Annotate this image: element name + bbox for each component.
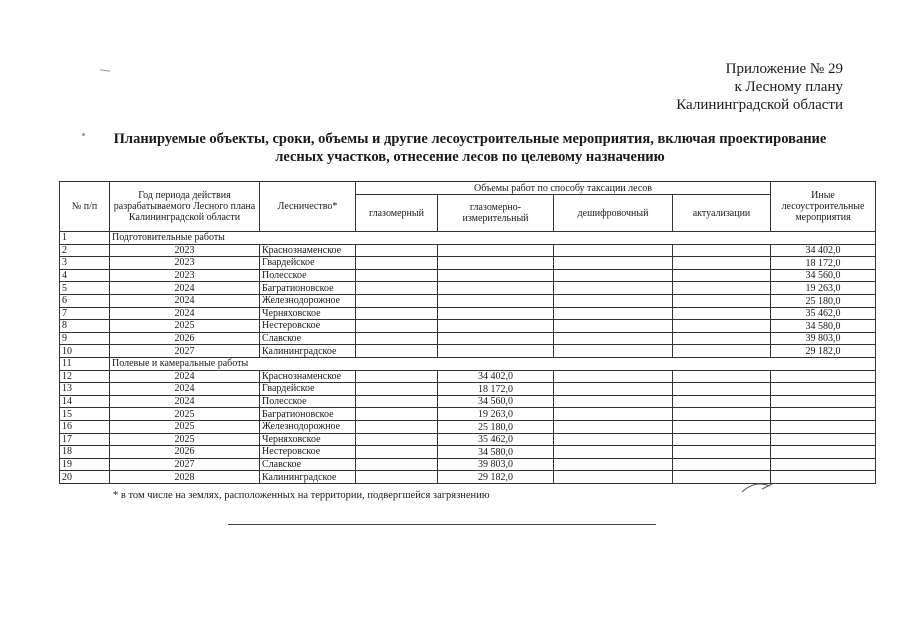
document-title xyxy=(50,130,890,166)
row-number: 11 xyxy=(60,357,110,370)
bottom-rule xyxy=(228,524,656,525)
row-number: 19 xyxy=(60,458,110,471)
cell-visual-measure-value: 19 263,0 xyxy=(438,408,554,421)
table-row xyxy=(60,269,876,282)
row-forestry: Славское xyxy=(260,458,356,471)
row-forestry: Черняховское xyxy=(260,307,356,320)
table-row xyxy=(60,446,876,459)
row-number: 5 xyxy=(60,282,110,295)
header-visual-measure: глазомерно-измерительный xyxy=(438,195,554,232)
row-year: 2026 xyxy=(110,332,260,345)
table-row xyxy=(60,332,876,345)
cell-update xyxy=(673,332,771,345)
cell-visual-measure xyxy=(438,294,554,307)
row-number: 18 xyxy=(60,446,110,459)
row-forestry: Нестеровское xyxy=(260,320,356,333)
row-forestry: Полесское xyxy=(260,269,356,282)
cell-visual xyxy=(356,471,438,484)
table-row xyxy=(60,458,876,471)
table-header xyxy=(60,182,876,232)
row-number: 1 xyxy=(60,232,110,245)
cell-update xyxy=(673,383,771,396)
header-num: № п/п xyxy=(60,182,110,232)
cell-visual xyxy=(356,458,438,471)
section-label: Полевые и камеральные работы xyxy=(110,357,876,370)
row-number: 7 xyxy=(60,307,110,320)
cell-decoding xyxy=(554,420,673,433)
title-line-1: Планируемые объекты, сроки, объемы и другие лесоустроительные мероприятия, включая проектирование xyxy=(113,131,827,147)
cell-other-value: 34 560,0 xyxy=(771,269,876,282)
cell-update xyxy=(673,420,771,433)
cell-visual-measure xyxy=(438,244,554,257)
row-forestry: Багратионовское xyxy=(260,408,356,421)
cell-decoding xyxy=(554,294,673,307)
cell-other-value: 19 263,0 xyxy=(771,282,876,295)
header-volumes: Объемы работ по способу таксации лесов xyxy=(356,182,771,195)
table-row xyxy=(60,370,876,383)
cell-visual xyxy=(356,244,438,257)
table-row xyxy=(60,395,876,408)
cell-decoding xyxy=(554,282,673,295)
plan-table xyxy=(59,181,876,484)
row-year: 2028 xyxy=(110,471,260,484)
row-number: 12 xyxy=(60,370,110,383)
row-year: 2025 xyxy=(110,433,260,446)
row-year: 2024 xyxy=(110,370,260,383)
table-row xyxy=(60,307,876,320)
table-row xyxy=(60,345,876,358)
cell-other xyxy=(771,383,876,396)
cell-other xyxy=(771,408,876,421)
row-forestry: Багратионовское xyxy=(260,282,356,295)
cell-visual-measure-value: 34 580,0 xyxy=(438,446,554,459)
appendix-line-2: к Лесному плану xyxy=(734,79,843,95)
cell-visual xyxy=(356,332,438,345)
row-forestry: Нестеровское xyxy=(260,446,356,459)
header-decoding: дешифровочный xyxy=(554,195,673,232)
row-forestry: Славское xyxy=(260,332,356,345)
cell-other-value: 34 402,0 xyxy=(771,244,876,257)
row-year: 2025 xyxy=(110,320,260,333)
cell-visual-measure xyxy=(438,307,554,320)
title-line-2: лесных участков, отнесение лесов по целевому назначению xyxy=(275,149,665,165)
cell-visual-measure-value: 35 462,0 xyxy=(438,433,554,446)
appendix-line-3: Калининградской области xyxy=(676,97,843,113)
row-number: 17 xyxy=(60,433,110,446)
cell-other-value: 25 180,0 xyxy=(771,294,876,307)
cell-update xyxy=(673,446,771,459)
cell-other xyxy=(771,420,876,433)
cell-visual xyxy=(356,257,438,270)
row-forestry: Краснознаменское xyxy=(260,244,356,257)
row-forestry: Калининградское xyxy=(260,471,356,484)
table-row xyxy=(60,320,876,333)
row-forestry: Краснознаменское xyxy=(260,370,356,383)
cell-visual xyxy=(356,446,438,459)
table-row xyxy=(60,383,876,396)
cell-decoding xyxy=(554,471,673,484)
cell-visual xyxy=(356,320,438,333)
cell-visual xyxy=(356,433,438,446)
row-forestry: Полесское xyxy=(260,395,356,408)
row-number: 2 xyxy=(60,244,110,257)
cell-update xyxy=(673,269,771,282)
row-year: 2025 xyxy=(110,420,260,433)
cell-visual xyxy=(356,345,438,358)
cell-visual xyxy=(356,408,438,421)
cell-other-value: 29 182,0 xyxy=(771,345,876,358)
cell-decoding xyxy=(554,433,673,446)
row-forestry: Калининградское xyxy=(260,345,356,358)
header-year: Год периода действия разрабатываемого Лесного плана Калининградской области xyxy=(110,182,260,232)
cell-other xyxy=(771,395,876,408)
row-number: 15 xyxy=(60,408,110,421)
row-forestry: Железнодорожное xyxy=(260,294,356,307)
cell-decoding xyxy=(554,345,673,358)
table-body xyxy=(60,232,876,484)
cell-decoding xyxy=(554,320,673,333)
cell-decoding xyxy=(554,257,673,270)
table-row xyxy=(60,282,876,295)
cell-other-value: 18 172,0 xyxy=(771,257,876,270)
cell-decoding xyxy=(554,244,673,257)
cell-decoding xyxy=(554,458,673,471)
row-number: 13 xyxy=(60,383,110,396)
row-year: 2027 xyxy=(110,345,260,358)
cell-visual xyxy=(356,282,438,295)
row-year: 2027 xyxy=(110,458,260,471)
cell-update xyxy=(673,458,771,471)
cell-other xyxy=(771,370,876,383)
cell-visual-measure-value: 34 560,0 xyxy=(438,395,554,408)
pen-mark xyxy=(740,480,774,494)
cell-visual xyxy=(356,383,438,396)
table-row xyxy=(60,408,876,421)
row-year: 2024 xyxy=(110,307,260,320)
row-number: 3 xyxy=(60,257,110,270)
cell-other-value: 39 803,0 xyxy=(771,332,876,345)
header-update: актуализации xyxy=(673,195,771,232)
cell-update xyxy=(673,345,771,358)
cell-other-value: 34 580,0 xyxy=(771,320,876,333)
cell-visual xyxy=(356,395,438,408)
row-number: 14 xyxy=(60,395,110,408)
cell-decoding xyxy=(554,446,673,459)
cell-decoding xyxy=(554,395,673,408)
cell-visual xyxy=(356,307,438,320)
cell-visual xyxy=(356,420,438,433)
cell-visual xyxy=(356,269,438,282)
cell-decoding xyxy=(554,370,673,383)
header-visual: глазомерный xyxy=(356,195,438,232)
cell-other xyxy=(771,446,876,459)
row-number: 6 xyxy=(60,294,110,307)
row-year: 2024 xyxy=(110,294,260,307)
cell-decoding xyxy=(554,307,673,320)
cell-visual-measure xyxy=(438,257,554,270)
row-number: 4 xyxy=(60,269,110,282)
cell-update xyxy=(673,257,771,270)
footnote: * в том числе на землях, расположенных на территории, подвергшейся загрязнению xyxy=(113,490,490,501)
section-label: Подготовительные работы xyxy=(110,232,876,245)
row-number: 8 xyxy=(60,320,110,333)
cell-update xyxy=(673,294,771,307)
cell-visual-measure xyxy=(438,269,554,282)
row-forestry: Железнодорожное xyxy=(260,420,356,433)
row-year: 2023 xyxy=(110,269,260,282)
scan-mark xyxy=(100,69,110,71)
cell-decoding xyxy=(554,269,673,282)
cell-other xyxy=(771,471,876,484)
cell-decoding xyxy=(554,383,673,396)
cell-visual-measure-value: 25 180,0 xyxy=(438,420,554,433)
cell-update xyxy=(673,370,771,383)
cell-update xyxy=(673,395,771,408)
cell-update xyxy=(673,307,771,320)
cell-visual-measure xyxy=(438,282,554,295)
row-year: 2026 xyxy=(110,446,260,459)
cell-other-value: 35 462,0 xyxy=(771,307,876,320)
row-number: 9 xyxy=(60,332,110,345)
section-row xyxy=(60,357,876,370)
header-forestry: Лесничество* xyxy=(260,182,356,232)
header-other: Иные лесоустроительные мероприятия xyxy=(771,182,876,232)
table-row xyxy=(60,257,876,270)
row-year: 2024 xyxy=(110,395,260,408)
table-row xyxy=(60,294,876,307)
row-forestry: Черняховское xyxy=(260,433,356,446)
row-year: 2025 xyxy=(110,408,260,421)
cell-visual xyxy=(356,370,438,383)
cell-visual-measure-value: 39 803,0 xyxy=(438,458,554,471)
cell-visual-measure xyxy=(438,320,554,333)
cell-visual-measure-value: 29 182,0 xyxy=(438,471,554,484)
cell-update xyxy=(673,282,771,295)
table-row xyxy=(60,420,876,433)
table-row xyxy=(60,244,876,257)
cell-visual-measure xyxy=(438,345,554,358)
cell-other xyxy=(771,458,876,471)
row-number: 20 xyxy=(60,471,110,484)
appendix-header xyxy=(676,60,843,114)
cell-update xyxy=(673,244,771,257)
cell-decoding xyxy=(554,332,673,345)
row-forestry: Гвардейское xyxy=(260,257,356,270)
row-forestry: Гвардейское xyxy=(260,383,356,396)
cell-visual-measure-value: 34 402,0 xyxy=(438,370,554,383)
row-year: 2024 xyxy=(110,383,260,396)
row-year: 2024 xyxy=(110,282,260,295)
row-number: 16 xyxy=(60,420,110,433)
cell-other xyxy=(771,433,876,446)
cell-update xyxy=(673,320,771,333)
cell-update xyxy=(673,433,771,446)
cell-visual xyxy=(356,294,438,307)
row-number: 10 xyxy=(60,345,110,358)
row-year: 2023 xyxy=(110,257,260,270)
row-year: 2023 xyxy=(110,244,260,257)
cell-update xyxy=(673,408,771,421)
cell-visual-measure-value: 18 172,0 xyxy=(438,383,554,396)
cell-decoding xyxy=(554,408,673,421)
appendix-line-1: Приложение № 29 xyxy=(725,61,843,77)
table-row xyxy=(60,433,876,446)
section-row xyxy=(60,232,876,245)
cell-visual-measure xyxy=(438,332,554,345)
